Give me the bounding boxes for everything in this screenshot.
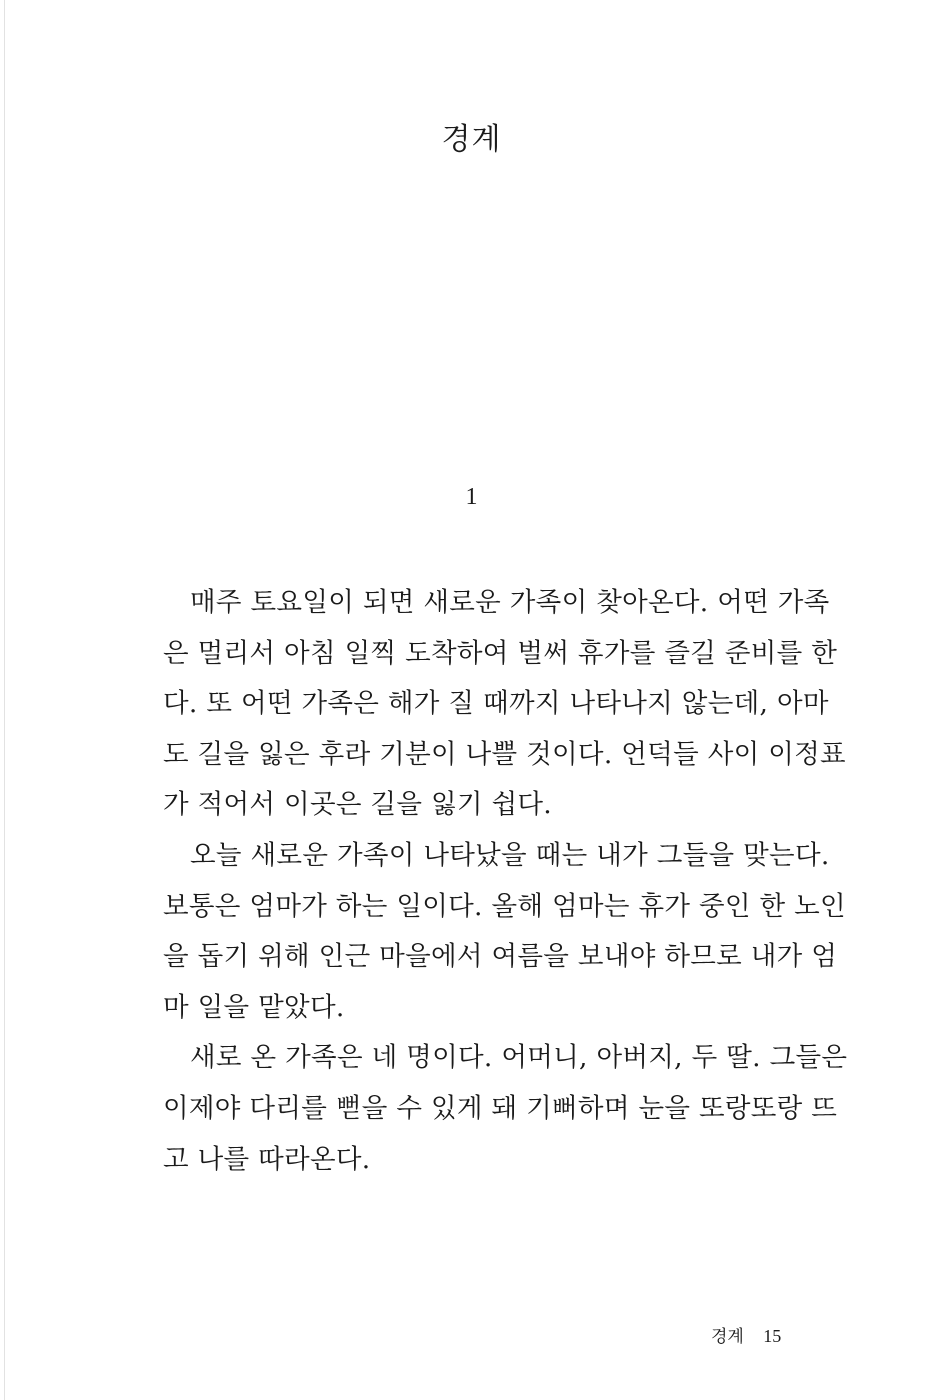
paragraph-line: 이제야 다리를 뻗을 수 있게 돼 기뻐하며 눈을 또랑또랑 뜨 xyxy=(163,1092,838,1124)
chapter-title: 경계 xyxy=(441,122,502,157)
paragraph-line: 도 길을 잃은 후라 기분이 나쁠 것이다. 언덕들 사이 이정표 xyxy=(163,738,846,770)
paragraph-line: 은 멀리서 아침 일찍 도착하여 벌써 휴가를 즐길 준비를 한 xyxy=(163,637,838,669)
footer-running-title: 경계 xyxy=(711,1327,744,1347)
paragraph-line: 가 적어서 이곳은 길을 잃기 쉽다. xyxy=(163,789,553,821)
paragraph-line: 고 나를 따라온다. xyxy=(163,1143,371,1175)
paragraph-line: 마 일을 맡았다. xyxy=(163,991,345,1023)
paragraph-line: 오늘 새로운 가족이 나타났을 때는 내가 그들을 맞는다. xyxy=(190,839,830,871)
body-text xyxy=(163,578,848,1185)
paragraph-line: 새로 온 가족은 네 명이다. 어머니, 아버지, 두 딸. 그들은 xyxy=(190,1042,848,1074)
paragraph-line: 을 돕기 위해 인근 마을에서 여름을 보내야 하므로 내가 엄 xyxy=(163,941,838,973)
paragraph-line: 매주 토요일이 되면 새로운 가족이 찾아온다. 어떤 가족 xyxy=(190,587,830,618)
page-edge-line xyxy=(4,0,5,1400)
running-footer xyxy=(711,1323,781,1350)
paragraph-line: 보통은 엄마가 하는 일이다. 올해 엄마는 휴가 중인 한 노인 xyxy=(163,890,846,922)
page-number: 15 xyxy=(763,1326,782,1346)
paragraph-line: 다. 또 어떤 가족은 해가 질 때까지 나타나지 않는데, 아마 xyxy=(163,688,829,720)
section-number: 1 xyxy=(465,484,478,510)
